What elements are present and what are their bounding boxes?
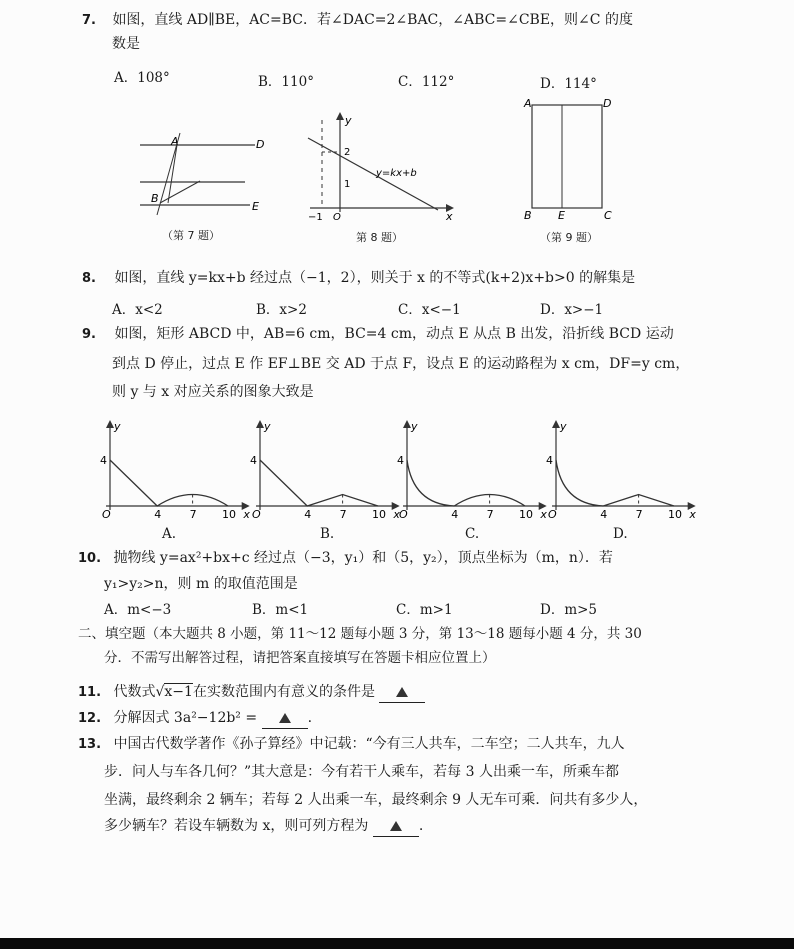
- y-axis-arrow-icon: [552, 420, 560, 428]
- q7-line1: [82, 10, 633, 31]
- graph-label-o: O: [548, 508, 557, 518]
- fig8-label-eq: y=kx+b: [376, 168, 417, 179]
- q13-line1: [78, 734, 625, 755]
- q13-text-1: 中国古代数学著作《孙子算经》中记载：“今有三人共车，二车空；二人共车，九人: [113, 736, 625, 752]
- graph-curve-3: [556, 460, 674, 506]
- graph-tick-7: 7: [486, 508, 494, 518]
- y-axis-arrow-icon: [256, 420, 264, 428]
- fig9-label-c: C: [604, 209, 612, 222]
- graph-tick-7: 7: [339, 508, 347, 518]
- q10-option-d: D．m>5: [540, 602, 598, 618]
- graph-label-x: x: [243, 508, 250, 518]
- graph-label-o: O: [252, 508, 261, 518]
- graph-tick-10: 10: [668, 508, 682, 518]
- q11-radicand: x−1: [164, 684, 193, 700]
- fig8-label-y: y: [345, 114, 352, 127]
- q10-option-b: B．m<1: [252, 602, 309, 618]
- graph-tick-7: 7: [189, 508, 197, 518]
- q9-graph-label-c: C.: [465, 526, 480, 542]
- q8-number: 8.: [82, 271, 96, 286]
- graph-label-y: y: [411, 420, 418, 433]
- q10-text-2: y₁>y₂>n，则 m 的取值范围是: [104, 576, 298, 592]
- y-axis-arrow-icon: [106, 420, 114, 428]
- fig8-label-x: x: [446, 210, 453, 223]
- q10-option-c: C．m>1: [396, 602, 453, 618]
- q7-line2: 数是: [112, 36, 140, 52]
- q11-text-b: 在实数范围内有意义的条件是: [192, 684, 375, 700]
- graph-label-y: y: [114, 420, 121, 433]
- graph-label-o: O: [102, 508, 111, 518]
- q12-text: 分解因式 3a²−12b² =: [113, 710, 258, 726]
- q11-number: 11.: [78, 685, 102, 700]
- graph-label-4y: 4: [546, 454, 553, 467]
- q9-graph-3: [546, 420, 696, 518]
- line-y-kx-b: [308, 138, 438, 210]
- q11-line: [78, 682, 425, 703]
- fig9-label-b: B: [524, 209, 532, 222]
- graph-tick-4: 4: [154, 508, 162, 518]
- answer-triangle-icon: [396, 687, 408, 697]
- label-b: B: [151, 192, 159, 205]
- q8-option-a: A．x<2: [112, 302, 163, 318]
- q10-option-a: A．m<−3: [104, 602, 172, 618]
- q13-number: 13.: [78, 737, 102, 752]
- q9-graph-label-a: A.: [162, 526, 177, 542]
- graph-tick-10: 10: [372, 508, 386, 518]
- q8-text: 如图，直线 y=kx+b 经过点（−1，2），则关于 x 的不等式(k+2)x+b>0 的解集是: [114, 270, 636, 286]
- q10-number: 10.: [78, 551, 102, 566]
- graph-curve-1: [260, 460, 378, 506]
- q9-graphs: [98, 418, 698, 518]
- q13-text-2: 步．问人与车各几何？”其大意是：今有若干人乘车，若每 3 人出乘一车，所乘车都: [104, 764, 619, 780]
- q7-option-a: A．108°: [114, 70, 170, 86]
- graph-label-x: x: [393, 508, 400, 518]
- answer-triangle-icon: [390, 821, 402, 831]
- label-d: D: [256, 138, 265, 151]
- fig9-label-d: D: [603, 97, 612, 110]
- q9-graph-0: [100, 420, 250, 518]
- q7-option-c: C．112°: [398, 74, 455, 90]
- q13-answer-blank[interactable]: [373, 816, 419, 837]
- q13-line4: 多少辆车？若设车辆数为 x，则可列方程为 .: [104, 816, 423, 837]
- graph-label-y: y: [560, 420, 567, 433]
- q9-number: 9.: [82, 327, 96, 342]
- q9-line1: [82, 324, 674, 345]
- bottom-edge-bar: [0, 938, 794, 949]
- graph-label-4y: 4: [100, 454, 107, 467]
- q9-text-1: 如图，矩形 ABCD 中，AB=6 cm，BC=4 cm，动点 E 从点 B 出发，沿折线 BCD 运动: [114, 326, 674, 342]
- fig9-label-a: A: [524, 97, 532, 110]
- q10-text-1: 抛物线 y=ax²+bx+c 经过点（−3，y₁）和（5，y₂），顶点坐标为（m，n）．若: [113, 550, 613, 566]
- answer-triangle-icon: [279, 713, 291, 723]
- q7-option-d: D．114°: [540, 76, 597, 92]
- figure-7-caption: （第 7 题）: [162, 229, 220, 242]
- q9-text-2: 到点 D 停止，过点 E 作 EF⊥BE 交 AD 于点 F，设点 E 的运动路程为 x cm，DF=y cm，: [112, 356, 690, 372]
- graph-label-o: O: [399, 508, 408, 518]
- fig9-label-e: E: [558, 209, 565, 222]
- q7-text: 如图，直线 AD∥BE，AC=BC．若∠DAC=2∠BAC，∠ABC=∠CBE，则∠C 的度: [112, 12, 633, 28]
- q12-line: 12. 分解因式 3a²−12b² = .: [78, 708, 312, 729]
- graph-label-4y: 4: [250, 454, 257, 467]
- graph-tick-10: 10: [519, 508, 533, 518]
- q8-line1: [82, 268, 635, 289]
- q13-text-3: 坐满，最终剩余 2 辆车；若每 2 人出乘一车，最终剩余 9 人无车可乘．问共有多少人，: [104, 792, 648, 808]
- label-e: E: [252, 200, 259, 213]
- q11-answer-blank[interactable]: [379, 682, 425, 703]
- q10-line1: [78, 548, 613, 569]
- graph-tick-4: 4: [600, 508, 608, 518]
- graph-curve-2: [407, 460, 525, 506]
- fig8-label-neg1: −1: [308, 212, 323, 223]
- figure-7: [135, 125, 280, 220]
- graph-tick-4: 4: [451, 508, 459, 518]
- y-axis-arrow-icon: [403, 420, 411, 428]
- section-2-instructions: 分．不需写出解答过程，请把答案直接填写在答题卡相应位置上）: [104, 650, 496, 666]
- q7-number: 7.: [82, 13, 96, 28]
- figure-9-caption: （第 9 题）: [540, 231, 598, 244]
- q12-number: 12.: [78, 711, 102, 726]
- q11-radical: √x−1: [155, 684, 193, 700]
- rectangle-abcd: [532, 105, 602, 208]
- figure-9: [520, 95, 620, 225]
- graph-curve-0: [110, 460, 228, 506]
- q7-option-b: B．110°: [258, 74, 314, 90]
- y-axis-arrow-icon: [336, 112, 344, 120]
- graph-label-4y: 4: [397, 454, 404, 467]
- q13-text-4: 多少辆车？若设车辆数为 x，则可列方程为: [104, 818, 369, 834]
- q9-graph-label-d: D.: [613, 526, 628, 542]
- graph-tick-4: 4: [304, 508, 312, 518]
- q12-answer-blank[interactable]: [262, 708, 308, 729]
- graph-label-x: x: [540, 508, 547, 518]
- fig8-label-1: 1: [344, 179, 351, 190]
- graph-tick-10: 10: [222, 508, 236, 518]
- q9-graph-label-b: B.: [320, 526, 335, 542]
- graph-label-y: y: [264, 420, 271, 433]
- q9-graph-1: [250, 420, 400, 518]
- q8-option-b: B．x>2: [256, 302, 307, 318]
- q8-option-c: C．x<−1: [398, 302, 461, 318]
- q8-option-d: D．x>−1: [540, 302, 604, 318]
- graph-tick-7: 7: [635, 508, 643, 518]
- figure-8-caption: 第 8 题）: [356, 231, 403, 244]
- graph-label-x: x: [689, 508, 696, 518]
- figure-8: [300, 110, 460, 225]
- fig8-label-2: 2: [344, 147, 351, 158]
- q9-graph-2: [397, 420, 547, 518]
- q11-text-a: 代数式: [113, 684, 156, 700]
- q9-text-3: 则 y 与 x 对应关系的图象大致是: [112, 384, 314, 400]
- section-2-heading: 二、填空题（本大题共 8 小题，第 11～12 题每小题 3 分，第 13～18 题每小题 4 分，共 30: [78, 626, 642, 642]
- fig8-label-o: O: [333, 212, 341, 223]
- label-a: A: [171, 135, 179, 148]
